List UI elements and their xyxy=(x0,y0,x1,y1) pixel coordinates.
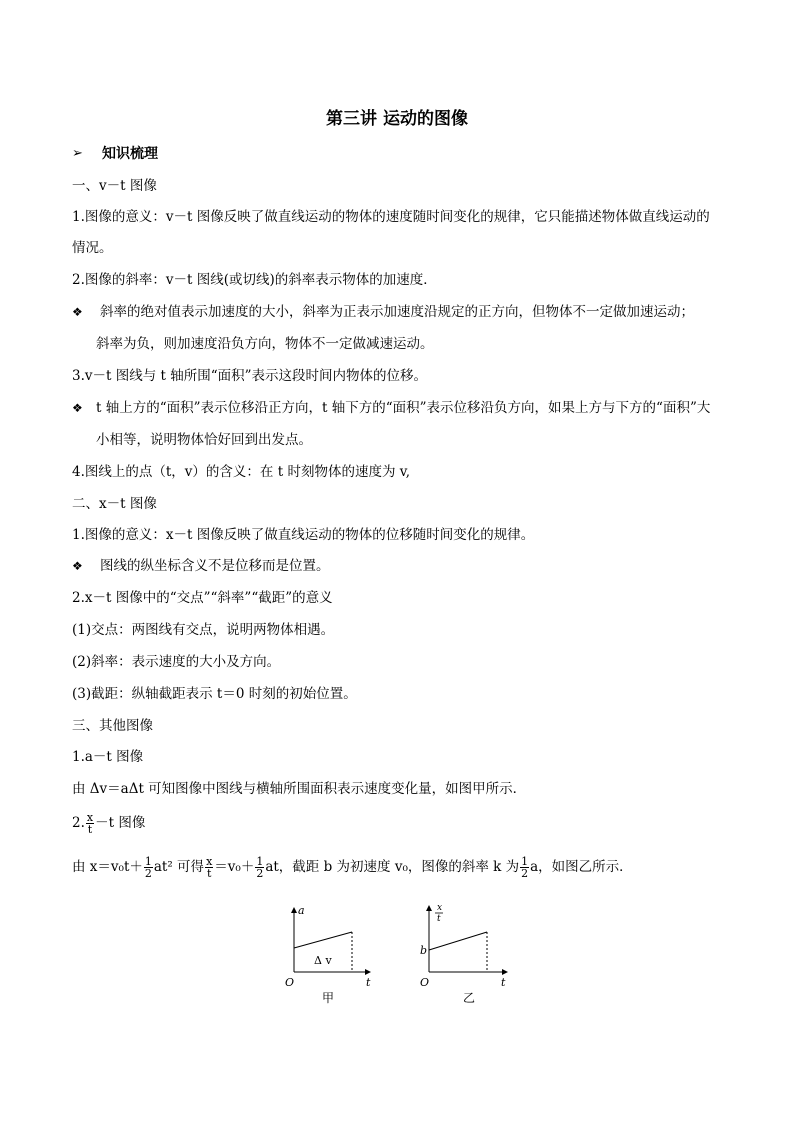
figure-jia-at-graph xyxy=(280,900,380,1005)
part3-equation-line xyxy=(72,856,633,879)
eq-part-d: at，截距 b 为初速度 v₀，图像的斜率 k 为 xyxy=(265,859,520,875)
x-over-t-fraction xyxy=(205,856,213,879)
part3-item1: 1.a－t 图像 xyxy=(72,749,144,765)
eq-part-c: ＝v₀＋ xyxy=(214,859,255,875)
fraction-denominator: t xyxy=(206,867,212,880)
arrow-bullet-icon: ➢ xyxy=(72,146,83,161)
part2-heading: 二、x－t 图像 xyxy=(72,496,157,512)
item2-prefix: 2. xyxy=(72,815,85,831)
axis-label-a: a xyxy=(298,904,305,917)
axis-label-t: t xyxy=(501,976,506,989)
page-title: 第三讲 运动的图像 xyxy=(326,109,468,129)
axis-label-t: t xyxy=(366,976,371,989)
origin-label: O xyxy=(285,976,295,989)
part3-item2 xyxy=(72,812,145,835)
part3-heading: 三、其他图像 xyxy=(72,718,153,734)
eq-part-b: at² 可得 xyxy=(153,859,205,875)
fraction-numerator: 1 xyxy=(144,855,152,868)
axis-label-t-denominator: t xyxy=(437,914,441,924)
part2-bullet1: 图线的纵坐标含义不是位移而是位置。 xyxy=(100,558,330,574)
part1-item1-line1: 1.图像的意义：v－t 图像反映了做直线运动的物体的速度随时间变化的规律，它只能描述物体做直线运动的 xyxy=(72,209,710,225)
part2-sub1: (1)交点：两图线有交点，说明两物体相遇。 xyxy=(72,622,335,638)
part2-sub2: (2)斜率：表示速度的大小及方向。 xyxy=(72,654,281,670)
fraction-numerator: x xyxy=(206,855,213,868)
part1-heading: 一、v－t 图像 xyxy=(72,178,157,194)
part1-bullet1-line2: 斜率为负，则加速度沿负方向，物体不一定做减速运动。 xyxy=(96,336,434,352)
origin-label: O xyxy=(420,976,430,989)
figure-yi-xt-graph xyxy=(415,900,515,1005)
fraction-denominator: t xyxy=(87,823,93,836)
eq-part-e: a，如图乙所示． xyxy=(530,859,633,875)
diamond-bullet-icon: ❖ xyxy=(72,305,83,319)
graph-line xyxy=(294,932,352,948)
axis-label-x: x xyxy=(437,903,443,913)
part1-item4: 4.图线上的点（t，v）的含义：在 t 时刻物体的速度为 v, xyxy=(72,464,411,480)
figure-caption-jia: 甲 xyxy=(322,991,335,1005)
part2-item1: 1.图像的意义：x－t 图像反映了做直线运动的物体的位移随时间变化的规律。 xyxy=(72,527,535,543)
part2-item2: 2.x－t 图像中的“交点”“斜率”“截距”的意义 xyxy=(72,590,333,606)
eq-part-a: 由 x＝v₀t＋ xyxy=(72,859,143,875)
fraction-denominator: 2 xyxy=(144,867,152,880)
half-fraction xyxy=(255,856,264,879)
half-fraction xyxy=(144,856,153,879)
part1-bullet2-line2: 小相等，说明物体恰好回到出发点。 xyxy=(96,432,312,448)
intercept-label: b xyxy=(420,944,428,957)
fraction-denominator: 2 xyxy=(256,867,264,880)
fraction-denominator: 2 xyxy=(521,867,529,880)
diamond-bullet-icon: ❖ xyxy=(72,559,83,573)
part1-item3: 3.v－t 图线与 t 轴所围“面积”表示这段时间内物体的位移。 xyxy=(72,368,428,384)
half-fraction xyxy=(520,856,529,879)
figure-caption-yi: 乙 xyxy=(463,991,476,1005)
graph-line xyxy=(429,932,487,950)
diamond-bullet-icon: ❖ xyxy=(72,401,83,415)
section-heading: 知识梳理 xyxy=(102,146,158,162)
part1-bullet1-line1: 斜率的绝对值表示加速度的大小，斜率为正表示加速度沿规定的正方向，但物体不一定做加速运动； xyxy=(100,304,694,320)
x-over-t-fraction xyxy=(86,812,94,835)
fraction-numerator: x xyxy=(86,811,94,824)
part1-item2: 2.图像的斜率：v－t 图线(或切线)的斜率表示物体的加速度． xyxy=(72,272,437,288)
part2-sub3: (3)截距：纵轴截距表示 t＝0 时刻的初始位置。 xyxy=(72,686,357,702)
part3-item1-desc: 由 Δv＝aΔt 可知图像中图线与横轴所围面积表示速度变化量，如图甲所示． xyxy=(72,781,527,797)
part1-item1-line2: 情况。 xyxy=(72,240,113,256)
fraction-numerator: 1 xyxy=(521,855,529,868)
area-label: Δ v xyxy=(314,954,332,967)
item2-suffix: －t 图像 xyxy=(95,815,146,831)
part1-bullet2-line1: t 轴上方的“面积”表示位移沿正方向，t 轴下方的“面积”表示位移沿负方向，如果上方与下方的“面积”大 xyxy=(96,400,711,416)
fraction-numerator: 1 xyxy=(256,855,264,868)
